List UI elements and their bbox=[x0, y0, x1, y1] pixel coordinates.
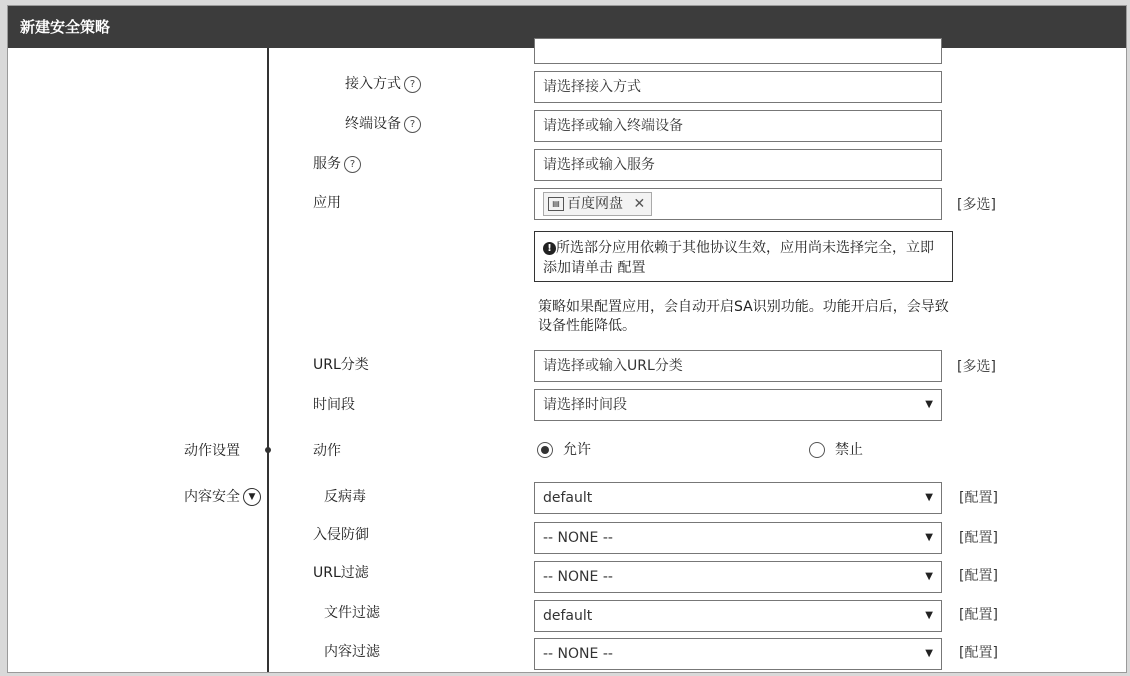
antivirus-value: default bbox=[543, 490, 593, 506]
url-filter-select[interactable] bbox=[534, 561, 942, 593]
content-filter-config-link[interactable]: [配置] bbox=[959, 645, 998, 661]
access-input[interactable]: 请选择接入方式 bbox=[534, 71, 942, 103]
warning-text: 所选部分应用依赖于其他协议生效，应用尚未选择完全，立即添加请单击 bbox=[543, 240, 934, 276]
ips-select[interactable] bbox=[534, 522, 942, 554]
antivirus-select[interactable] bbox=[534, 482, 942, 514]
antivirus-config-link[interactable]: [配置] bbox=[959, 490, 998, 506]
application-multi-select-link[interactable]: [多选] bbox=[957, 197, 996, 213]
dropdown-arrow-icon: ▼ bbox=[925, 492, 933, 503]
radio-selected-icon bbox=[537, 442, 553, 458]
ips-label: 入侵防御 bbox=[313, 527, 369, 543]
warning-config-link[interactable]: 配置 bbox=[617, 260, 646, 276]
file-filter-select[interactable] bbox=[534, 600, 942, 632]
section-marker-dot bbox=[265, 447, 271, 453]
section-action: 动作设置 bbox=[184, 443, 240, 459]
access-label: 接入方式 bbox=[345, 76, 401, 92]
terminal-label: 终端设备 bbox=[345, 116, 401, 132]
content-filter-label: 内容过滤 bbox=[324, 644, 380, 660]
dialog-title: 新建安全策略 bbox=[8, 6, 1126, 48]
section-divider-line bbox=[267, 48, 269, 672]
url-category-multi-select-link[interactable]: [多选] bbox=[957, 359, 996, 375]
action-label: 动作 bbox=[313, 443, 341, 459]
antivirus-label: 反病毒 bbox=[324, 489, 366, 505]
file-filter-label: 文件过滤 bbox=[324, 605, 380, 621]
content-filter-value: -- NONE -- bbox=[543, 646, 613, 662]
url-filter-value: -- NONE -- bbox=[543, 569, 613, 585]
access-label-row bbox=[345, 73, 421, 93]
dropdown-arrow-icon: ▼ bbox=[925, 610, 933, 621]
help-icon[interactable]: ? bbox=[404, 116, 421, 133]
deny-label: 禁止 bbox=[835, 442, 863, 458]
app-tag-label: 百度网盘 bbox=[567, 196, 623, 212]
warning-icon: ! bbox=[543, 242, 556, 255]
section-content: 内容安全 bbox=[184, 489, 240, 505]
application-input[interactable] bbox=[534, 188, 942, 220]
action-deny-radio[interactable] bbox=[809, 439, 863, 459]
url-filter-label: URL过滤 bbox=[313, 565, 369, 581]
application-label: 应用 bbox=[313, 195, 341, 211]
dropdown-arrow-icon: ▼ bbox=[925, 399, 933, 410]
dropdown-arrow-icon: ▼ bbox=[925, 532, 933, 543]
security-policy-dialog bbox=[7, 5, 1127, 673]
ips-value: -- NONE -- bbox=[543, 530, 613, 546]
previous-field[interactable] bbox=[534, 38, 942, 64]
dependency-warning bbox=[534, 231, 953, 282]
ips-config-link[interactable]: [配置] bbox=[959, 530, 998, 546]
time-period-label: 时间段 bbox=[313, 397, 355, 413]
section-content-row bbox=[184, 486, 261, 506]
url-category-input[interactable]: 请选择或输入URL分类 bbox=[534, 350, 942, 382]
url-filter-config-link[interactable]: [配置] bbox=[959, 568, 998, 584]
help-icon[interactable]: ? bbox=[404, 76, 421, 93]
app-icon: ▤ bbox=[548, 197, 564, 211]
time-period-value: 请选择时间段 bbox=[543, 397, 627, 413]
time-period-select[interactable] bbox=[534, 389, 942, 421]
terminal-input[interactable]: 请选择或输入终端设备 bbox=[534, 110, 942, 142]
service-label: 服务 bbox=[313, 156, 341, 172]
remove-tag-icon[interactable]: ✕ bbox=[633, 196, 646, 212]
collapse-toggle-icon[interactable]: ▼ bbox=[243, 488, 261, 506]
file-filter-value: default bbox=[543, 608, 593, 624]
action-allow-radio[interactable] bbox=[537, 439, 591, 459]
content-filter-select[interactable] bbox=[534, 638, 942, 670]
service-label-row bbox=[313, 153, 361, 173]
help-icon[interactable]: ? bbox=[344, 156, 361, 173]
app-tag bbox=[543, 192, 652, 216]
allow-label: 允许 bbox=[563, 442, 591, 458]
url-category-label: URL分类 bbox=[313, 357, 369, 373]
dropdown-arrow-icon: ▼ bbox=[925, 571, 933, 582]
radio-unselected-icon bbox=[809, 442, 825, 458]
terminal-label-row bbox=[345, 113, 421, 133]
service-input[interactable]: 请选择或输入服务 bbox=[534, 149, 942, 181]
dropdown-arrow-icon: ▼ bbox=[925, 648, 933, 659]
sa-notice: 策略如果配置应用，会自动开启SA识别功能。功能开启后，会导致设备性能降低。 bbox=[538, 299, 949, 334]
file-filter-config-link[interactable]: [配置] bbox=[959, 607, 998, 623]
